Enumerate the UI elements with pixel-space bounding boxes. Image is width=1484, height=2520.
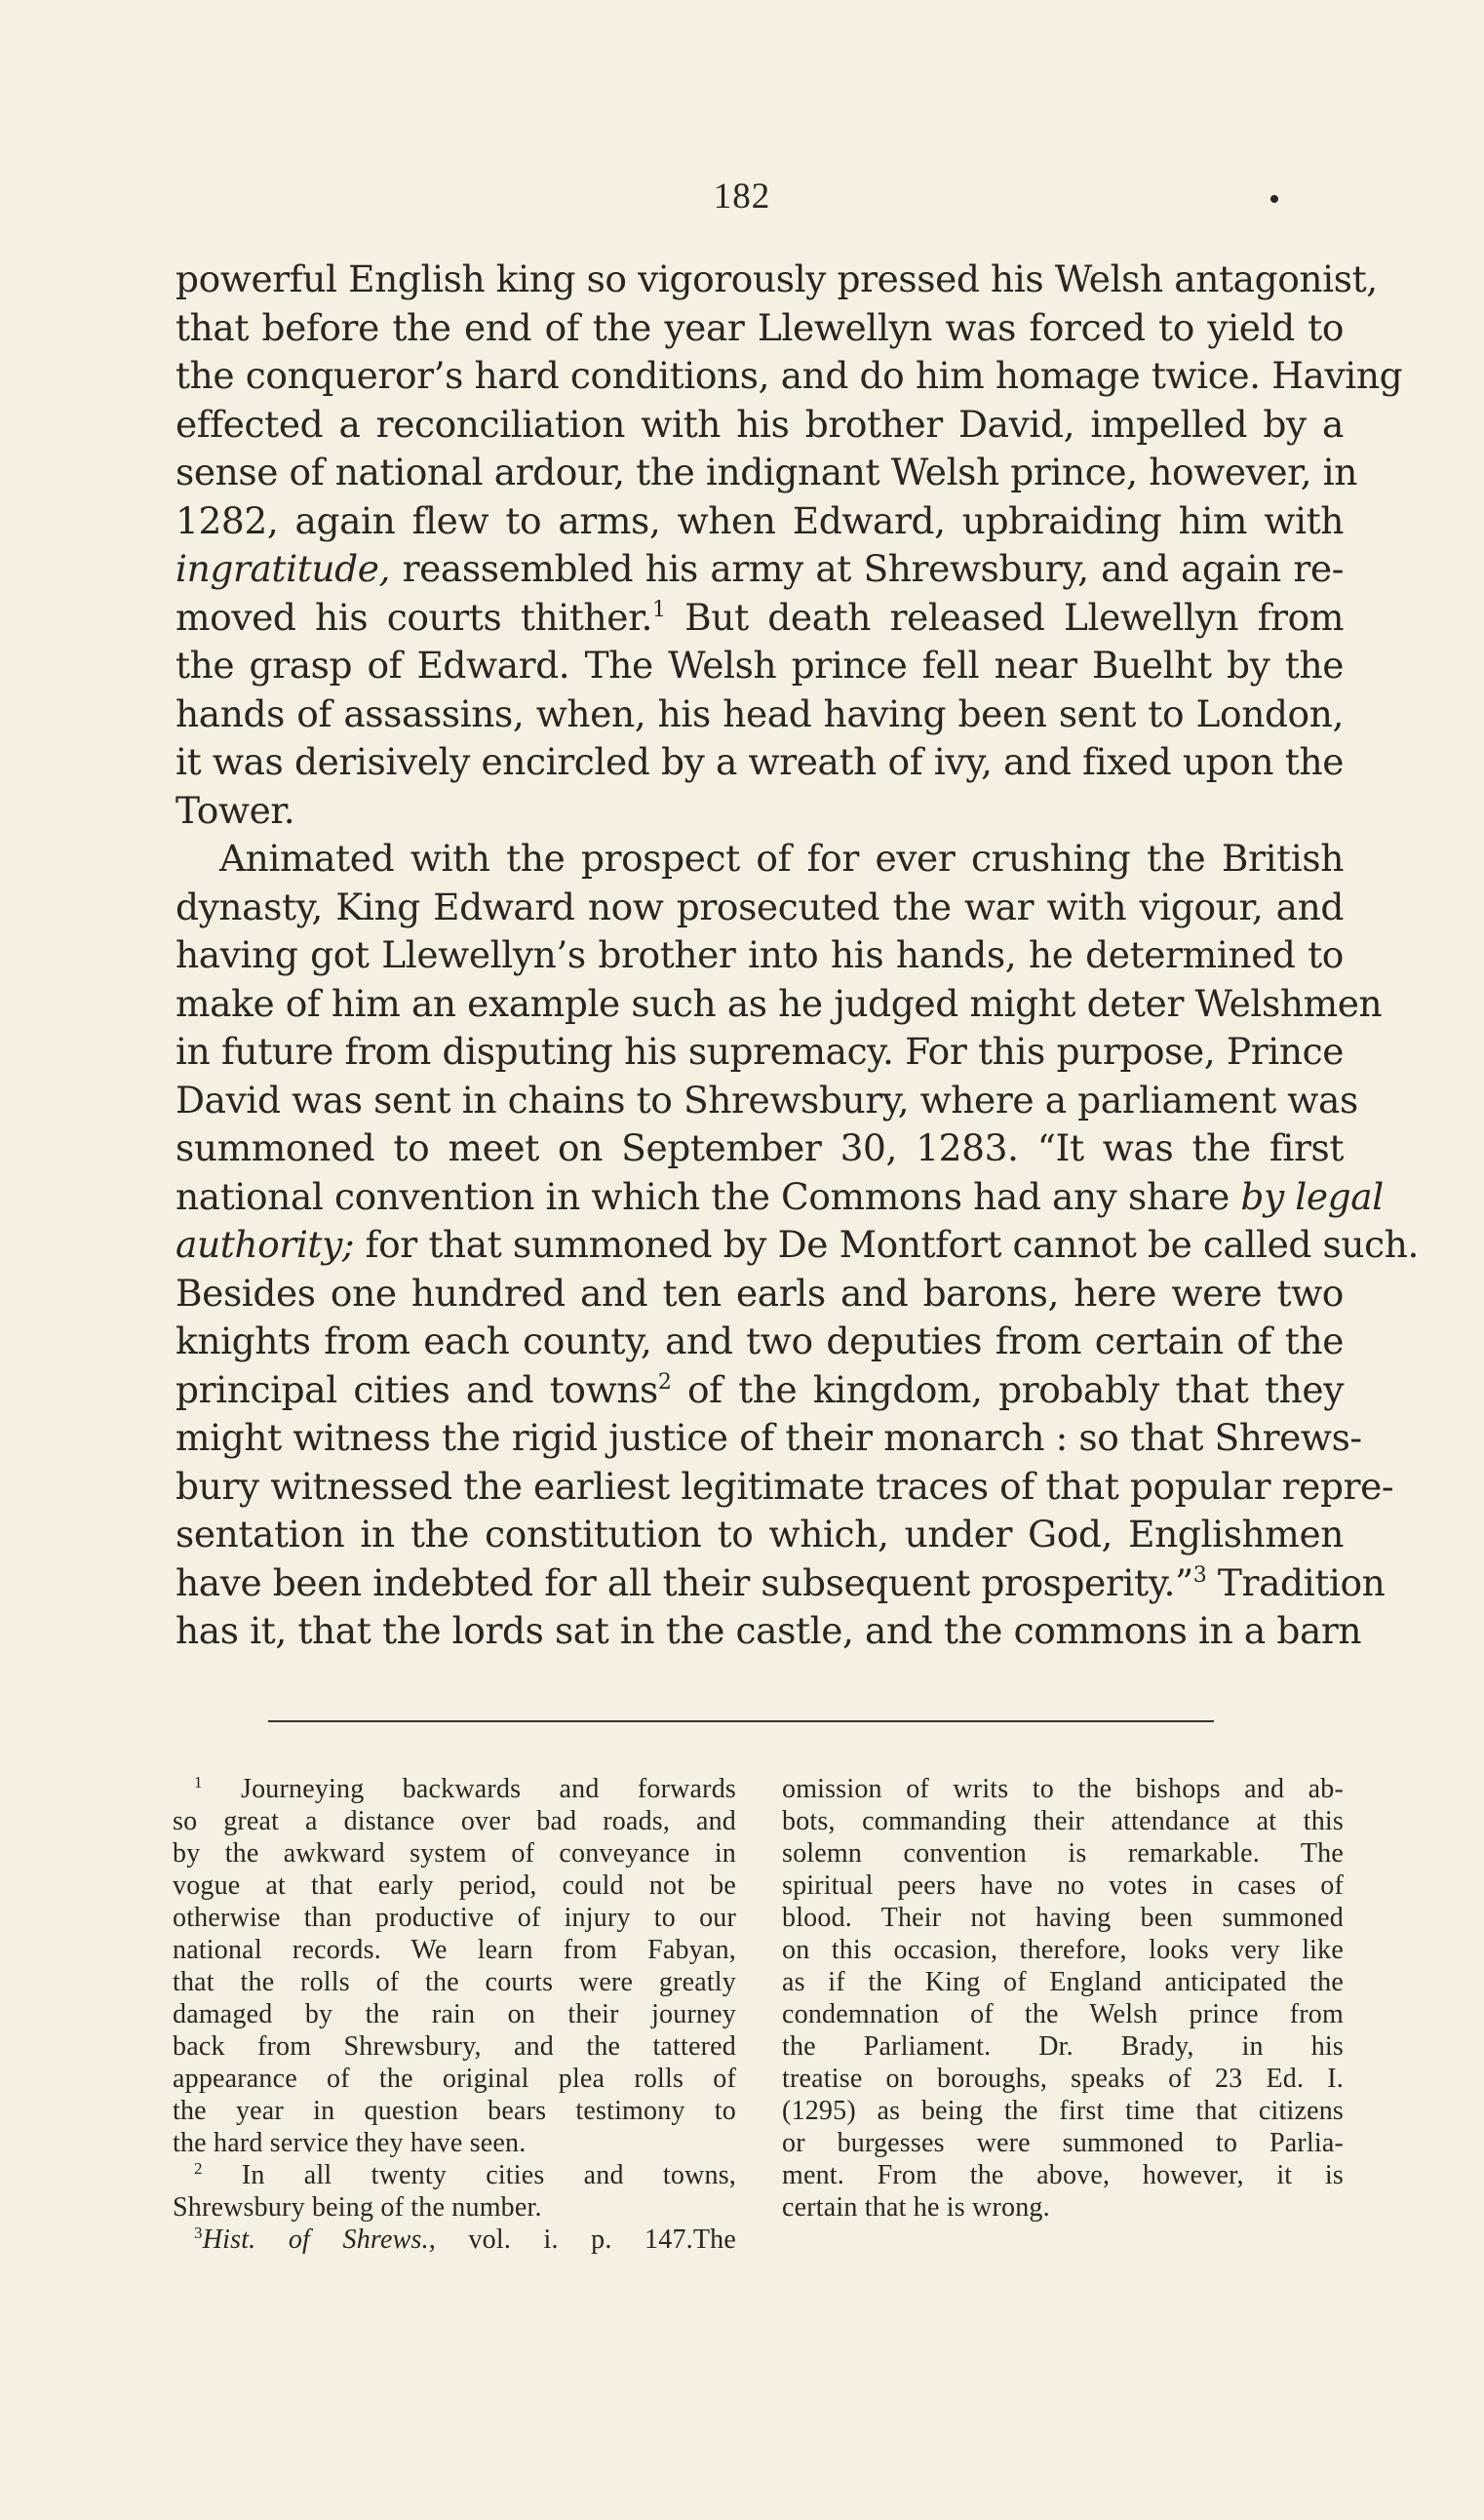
printer-mark-dot (1270, 195, 1278, 203)
text-line: summoned to meet on September 30, 1283. “It was the first (176, 1126, 1344, 1169)
text-line: might witness the rigid justice of their monarch : so that Shrews- (176, 1416, 1362, 1459)
text-line: national convention in which the Commons had any share by legal (176, 1174, 1384, 1218)
italic-word: ingratitude, (176, 547, 391, 590)
footnote-number: 3 (194, 2224, 203, 2242)
footnote-line: the Parliament. Dr. Brady, in his (782, 2031, 1344, 2062)
text-line: dynasty, King Edward now prosecuted the war with vigour, and (176, 885, 1344, 928)
footnote-line: that the rolls of the courts were greatly (173, 1967, 736, 1997)
main-text-block (176, 256, 1420, 1656)
footnote-line: as if the King of England anticipated the (782, 1967, 1344, 1997)
italic-word: authority; (176, 1223, 355, 1266)
footnote-line: $^1$ Journeying backwards and forwards (194, 1773, 736, 1804)
footnotes-right-column (782, 1773, 1344, 2224)
footnote-line: or burgesses were summoned to Parlia- (782, 2128, 1344, 2158)
italic-phrase: by legal (1240, 1174, 1384, 1218)
footnote-line: otherwise than productive of injury to our (173, 1903, 736, 1933)
text-line: David was sent in chains to Shrewsbury, where a parliament was (176, 1078, 1358, 1122)
footnote-line: Shrewsbury being of the number. (173, 2192, 542, 2223)
footnote-line: blood. Their not having been summoned (782, 1903, 1344, 1933)
text-line: bury witnessed the earliest legitimate traces of that popular repre- (176, 1464, 1394, 1508)
text-line: having got Llewellyn’s brother into his hands, he determined to (176, 933, 1344, 976)
footnote-line: (1295) as being the first time that citizens (782, 2096, 1344, 2126)
footnote-line: $^2$ In all twenty cities and towns, (194, 2159, 736, 2190)
text-line: principal cities and towns$^2$ of the kingdom, probably that they (176, 1367, 1344, 1411)
footnote-line: solemn convention is remarkable. The (782, 1838, 1344, 1869)
page-number: 182 (713, 177, 771, 217)
text-line: effected a reconciliation with his brother David, impelled by a (176, 402, 1344, 446)
footnote-line: by the awkward system of conveyance in (173, 1838, 736, 1869)
text-line: 1282, again flew to arms, when Edward, upbraiding him with (176, 498, 1344, 542)
text-line: the grasp of Edward. The Welsh prince fell near Buelht by the (176, 644, 1344, 687)
text-line: sense of national ardour, the indignant Welsh prince, however, in (176, 451, 1357, 493)
footnote-marker: 1 (652, 597, 666, 622)
text-line: have been indebted for all their subsequent prosperity.”$^3$ Tradition (176, 1560, 1386, 1604)
italic-citation: Hist. of Shrews., (202, 2225, 436, 2255)
text-line: that before the end of the year Llewellyn was forced to yield to (176, 305, 1344, 349)
footnote-line: condemnation of the Welsh prince from (782, 1999, 1344, 2029)
text-line: the conqueror’s hard conditions, and do him homage twice. Having (176, 354, 1403, 397)
footnote-marker: 3 (1192, 1562, 1207, 1588)
footnote-line: national records. We learn from Fabyan, (173, 1935, 736, 1965)
footnote-line: ment. From the above, however, it is (782, 2160, 1344, 2190)
text-line: ingratitude, reassembled his army at Shrewsbury, and again re- (176, 547, 1344, 590)
text-line: in future from disputing his supremacy. For this purpose, Prince (176, 1030, 1344, 1073)
footnote-line: so great a distance over bad roads, and (173, 1806, 736, 1836)
footnote-line: certain that he is wrong. (782, 2192, 1050, 2223)
footnote-line: omission of writs to the bishops and ab- (782, 1774, 1344, 1804)
text-line: powerful English king so vigorously pressed his Welsh antagonist, (176, 257, 1378, 300)
text-line: make of him an example such as he judged might deter Welshmen (176, 981, 1383, 1025)
text-line: authority; for that summoned by De Montfort cannot be called such. (176, 1223, 1420, 1266)
footnote-line: the year in question bears testimony to (173, 2096, 736, 2126)
footnote-line: vogue at that early period, could not be (173, 1870, 736, 1901)
footnote-line: back from Shrewsbury, and the tattered (173, 2031, 736, 2062)
footnote-line: on this occasion, therefore, looks very like (782, 1935, 1344, 1965)
text-line: it was derisively encircled by a wreath of ivy, and fixed upon the (176, 740, 1344, 783)
footnote-divider-rule (268, 1720, 1214, 1722)
footnote-line: spiritual peers have no votes in cases of (782, 1870, 1344, 1901)
text-line: Tower. (176, 788, 295, 832)
footnote-line: bots, commanding their attendance at this (782, 1806, 1344, 1836)
footnotes-left-column (173, 1773, 736, 2256)
footnote-line: $^3$Hist. of Shrews., vol. i. p. 147.The (194, 2224, 736, 2255)
footnote-number: 2 (194, 2159, 203, 2178)
text-line: moved his courts thither.$^1$ But death released Llewellyn from (176, 595, 1344, 639)
footnote-line: treatise on boroughs, speaks of 23 Ed. I. (782, 2064, 1344, 2094)
text-line: has it, that the lords sat in the castle, and the commons in a barn (176, 1609, 1362, 1652)
footnote-marker: 2 (657, 1369, 672, 1395)
text-line: sentation in the constitution to which, under God, Englishmen (176, 1513, 1344, 1555)
footnote-line: the hard service they have seen. (173, 2128, 527, 2158)
text-line: knights from each county, and two deputies from certain of the (176, 1319, 1344, 1362)
text-line: hands of assassins, when, his head having been sent to London, (176, 691, 1344, 735)
footnote-number: 1 (194, 1773, 203, 1792)
footnote-line: damaged by the rain on their journey (173, 1999, 736, 2029)
text-line: Besides one hundred and ten earls and barons, here were two (176, 1271, 1344, 1315)
paragraph-start-line: Animated with the prospect of for ever crushing the British (219, 837, 1344, 880)
footnote-line: appearance of the original plea rolls of (173, 2064, 736, 2094)
